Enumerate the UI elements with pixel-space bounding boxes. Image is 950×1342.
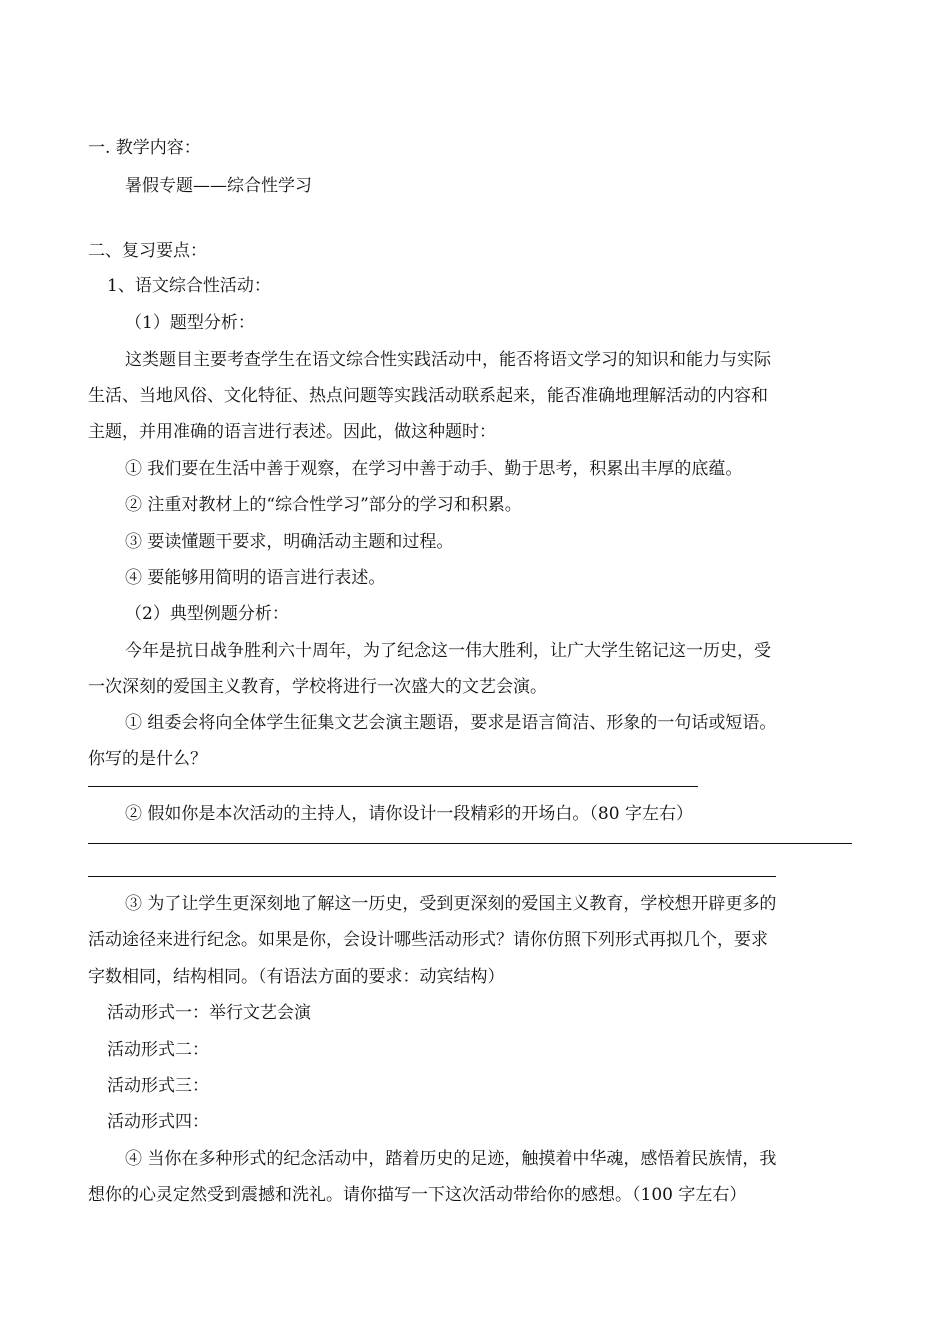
- question-1-line-2: 你写的是什么？: [88, 749, 207, 769]
- example-intro-line-2: 一次深刻的爱国主义教育，学校将进行一次盛大的文艺会演。: [88, 677, 547, 697]
- sub2-heading: （2）典型例题分析：: [125, 604, 289, 624]
- answer-line-q2-1[interactable]: [88, 843, 852, 844]
- para1-line-1: 这类题目主要考查学生在语文综合性实践活动中，能否将语文学习的知识和能力与实际: [125, 350, 771, 370]
- question-1-line-1: ① 组委会将向全体学生征集文艺会演主题语，要求是语言简洁、形象的一句话或短语。: [125, 713, 777, 733]
- section2-heading: 二、复习要点：: [88, 241, 207, 261]
- para1-line-3: 主题，并用准确的语言进行表述。因此，做这种题时：: [88, 422, 496, 442]
- item1-heading: 1、语文综合性活动：: [107, 276, 271, 296]
- tip-3: ③ 要读懂题干要求，明确活动主题和过程。: [125, 532, 454, 552]
- question-4-line-1: ④ 当你在多种形式的纪念活动中，踏着历史的足迹，触摸着中华魂，感悟着民族情，我: [125, 1149, 777, 1169]
- tip-2: ② 注重对教材上的“综合性学习”部分的学习和积累。: [125, 495, 522, 515]
- para1-line-2: 生活、当地风俗、文化特征、热点问题等实践活动联系起来，能否准确地理解活动的内容和: [88, 386, 768, 406]
- topic-title: 暑假专题——综合性学习: [125, 176, 312, 196]
- question-3-line-1: ③ 为了让学生更深刻地了解这一历史，受到更深刻的爱国主义教育，学校想开辟更多的: [125, 894, 777, 914]
- activity-form-2: 活动形式二：: [107, 1040, 209, 1060]
- section1-heading: 一. 教学内容：: [88, 138, 201, 158]
- activity-form-4: 活动形式四：: [107, 1112, 209, 1132]
- tip-1: ① 我们要在生活中善于观察，在学习中善于动手、勤于思考，积累出丰厚的底蕴。: [125, 459, 743, 479]
- answer-line-q2-2[interactable]: [88, 876, 776, 877]
- question-3-line-3: 字数相同，结构相同。（有语法方面的要求：动宾结构）: [88, 967, 505, 987]
- question-3-line-2: 活动途径来进行纪念。如果是你，会设计哪些活动形式？请你仿照下列形式再拟几个，要求: [88, 930, 768, 950]
- question-2: ② 假如你是本次活动的主持人，请你设计一段精彩的开场白。（80 字左右）: [125, 804, 693, 824]
- sub1-heading: （1）题型分析：: [125, 313, 255, 333]
- answer-line-q1[interactable]: [88, 786, 698, 787]
- activity-form-1: 活动形式一：举行文艺会演: [107, 1003, 311, 1023]
- example-intro-line-1: 今年是抗日战争胜利六十周年，为了纪念这一伟大胜利，让广大学生铭记这一历史，受: [125, 641, 771, 661]
- activity-form-3: 活动形式三：: [107, 1076, 209, 1096]
- tip-4: ④ 要能够用简明的语言进行表述。: [125, 568, 386, 588]
- question-4-line-2: 想你的心灵定然受到震撼和洗礼。请你描写一下这次活动带给你的感想。（100 字左右）: [88, 1185, 747, 1205]
